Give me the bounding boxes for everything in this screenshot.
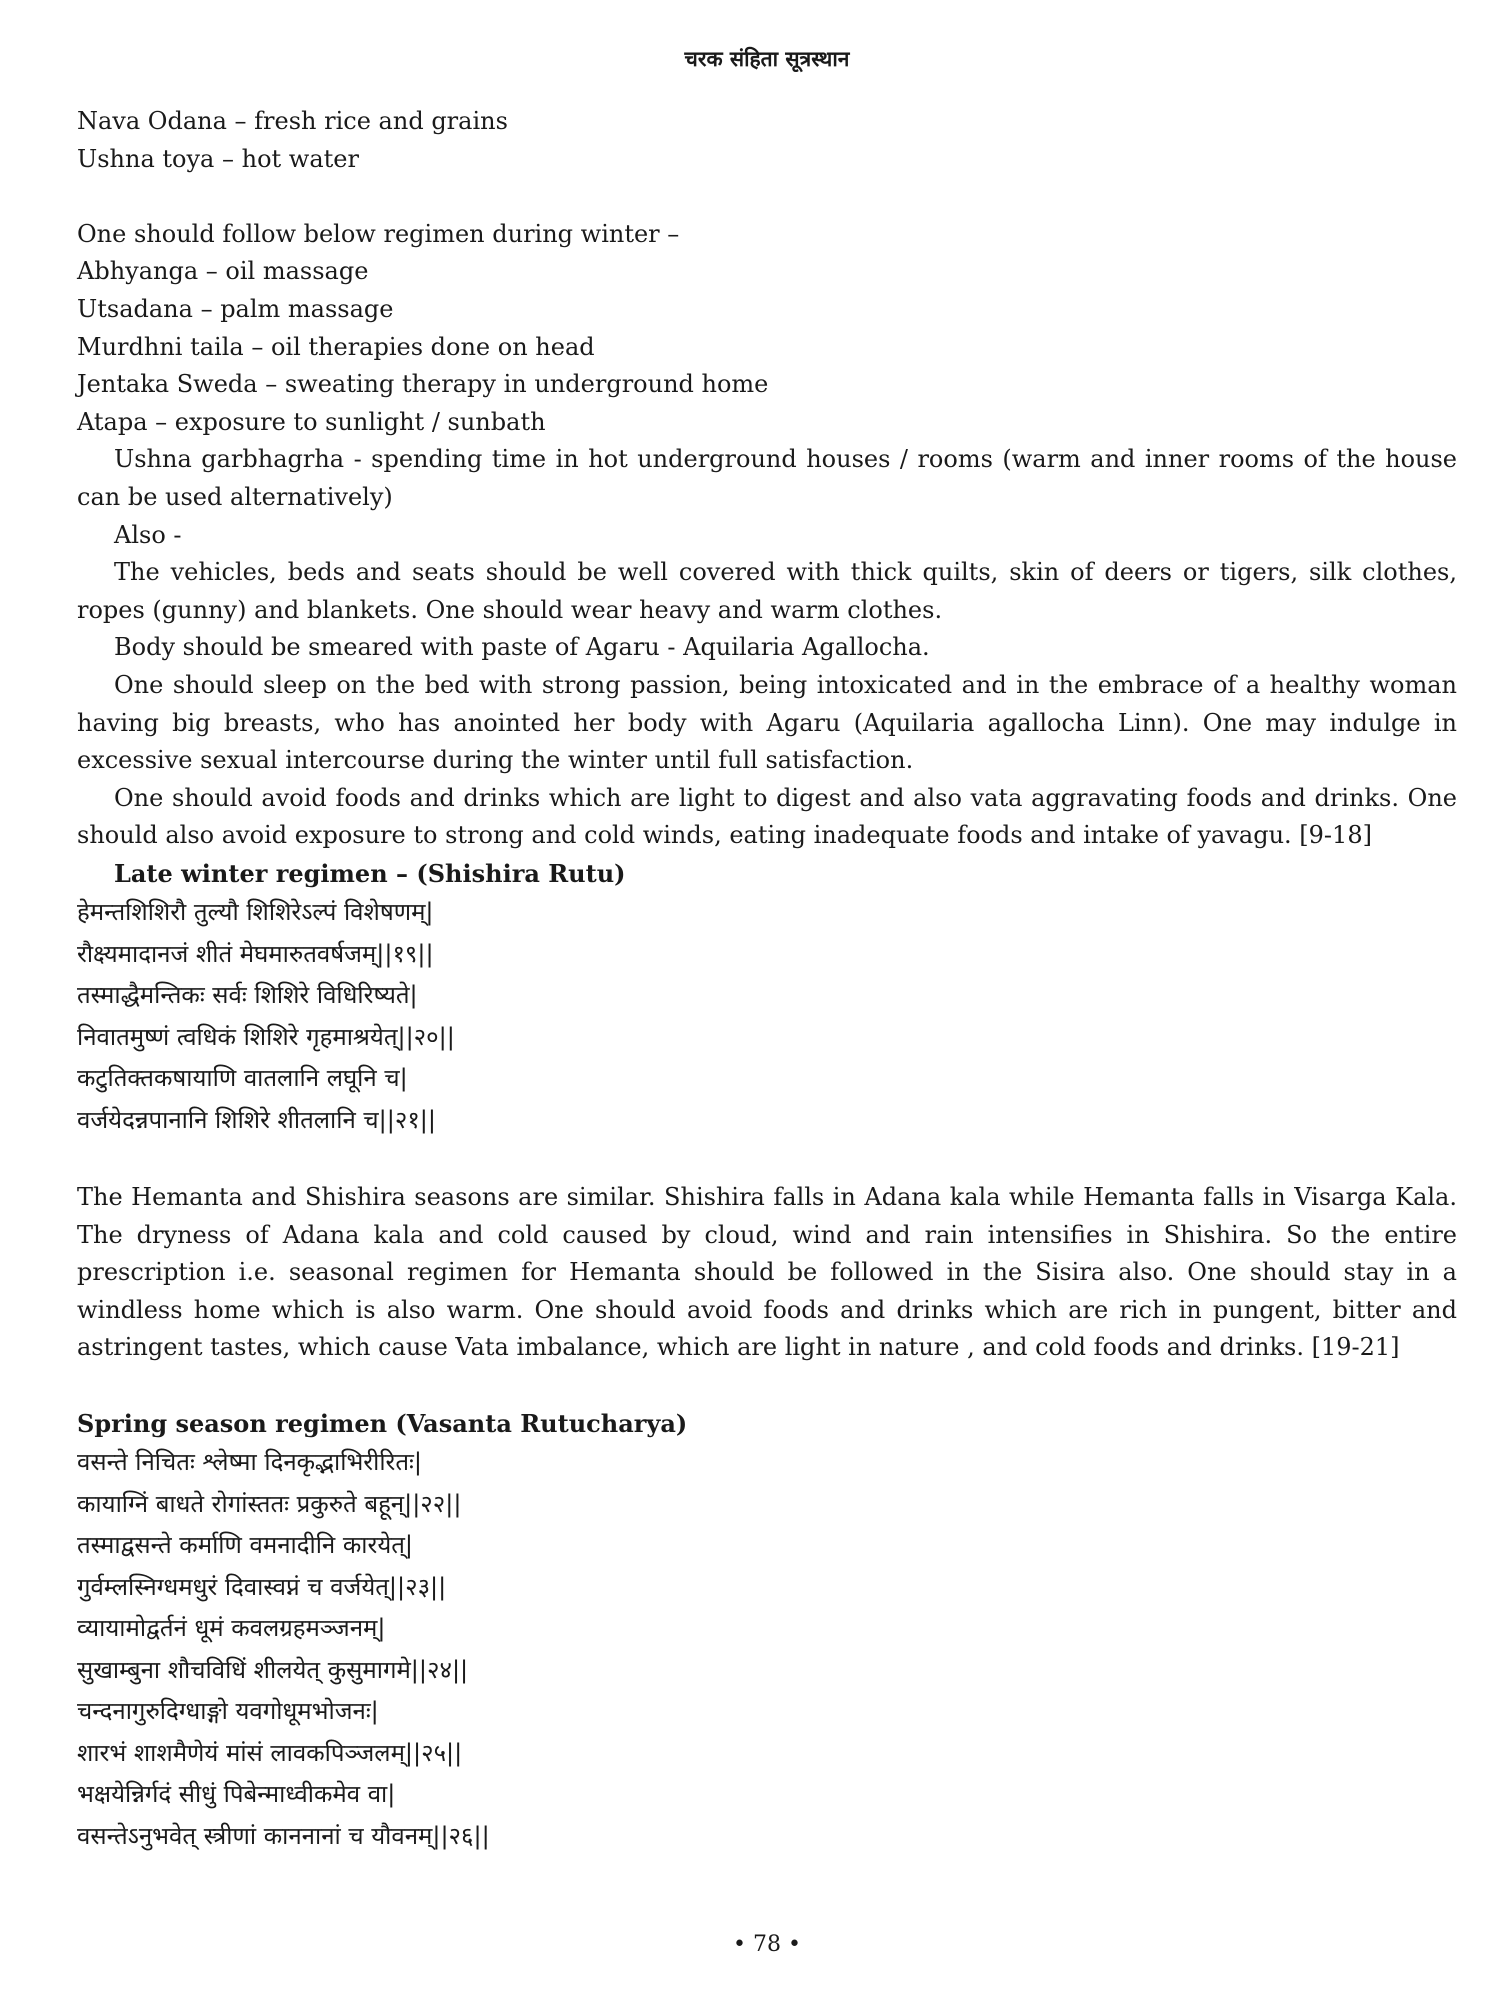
paragraph: Also - [114, 520, 182, 549]
late-winter-explanation: The Hemanta and Shishira seasons are similar. Shishira falls in Adana kala while Hemanta falls in Visarga Kala. The dryness of Adana kala and cold caused by cloud, wind and rain intensifies in Shishira. So the entire prescription i.e. seasonal regimen for Hemanta should be followed in the Sisira also. One should stay in a windless home which is also warm. One should avoid foods and drinks which are rich in pungent, bitter and astringent tastes, which cause Vata imbalance, which are light in nature , and cold foods and drinks. [19-21] [77, 1183, 1457, 1362]
verse-line: वसन्ते निचितः श्लेष्मा दिनकृद्भाभिरीरितः| [77, 1448, 422, 1477]
regimen-item: Atapa – exposure to sunlight / sunbath [77, 407, 546, 436]
paragraph: Body should be smeared with paste of Agaru - Aquilaria Agallocha. [114, 633, 930, 662]
section-heading-spring: Spring season regimen (Vasanta Rutucharya) [77, 1408, 688, 1438]
running-head: चरक संहिता सूत्रस्थान [684, 47, 850, 71]
regimen-item: Abhyanga – oil massage [77, 257, 369, 286]
verse-line: सुखाम्बुना शौचविधिं शीलयेत् कुसुमागमे||२४|| [77, 1655, 469, 1684]
paragraph: One should sleep on the bed with strong passion, being intoxicated and in the embrace of a healthy woman having big breasts, who has anointed her body with Agaru (Aquilaria agallocha Linn). One may indulge in excessive sexual intercourse during the winter until full satisfaction. [77, 670, 1457, 775]
verse-line: वर्जयेदन्नपानानि शिशिरे शीतलानि च||२१|| [77, 1105, 436, 1134]
spacer [77, 178, 1457, 216]
verse-line: निवातमुष्णं त्वधिकं शिशिरे गृहमाश्रयेत्||२०|| [77, 1022, 455, 1051]
verse-line: हेमन्तशिशिरौ तुल्यौ शिशिरेऽल्पं विशेषणम्| [77, 898, 434, 927]
regimen-item: Jentaka Sweda – sweating therapy in underground home [77, 370, 769, 399]
verse-line: कायाग्निं बाधते रोगांस्ततः प्रकुरुते बहून्||२२|| [77, 1489, 462, 1518]
spacer [77, 1141, 1457, 1179]
verse-line: गुर्वम्लस्निग्धमधुरं दिवास्वप्नं च वर्जयेत्||२३|| [77, 1572, 447, 1601]
verse-line: भक्षयेन्निर्गदं सीधुं पिबेन्माध्वीकमेव वा| [77, 1780, 396, 1809]
food-item: Ushna toya – hot water [77, 144, 359, 173]
page-number: • 78 • [733, 1932, 801, 1957]
regimen-item: Murdhni taila – oil therapies done on head [77, 332, 595, 361]
verse-line: तस्माद्वसन्ते कर्माणि वमनादीनि कारयेत्| [77, 1531, 414, 1560]
verse-line: रौक्ष्यमादानजं शीतं मेघमारुतवर्षजम्||१९|| [77, 939, 434, 968]
verse-line: व्यायामोद्वर्तनं धूमं कवलग्रहमञ्जनम्| [77, 1614, 386, 1643]
paragraph: The vehicles, beds and seats should be well covered with thick quilts, skin of deers or tigers, silk clothes, ropes (gunny) and blankets. One should wear heavy and warm clothes. [77, 558, 1457, 624]
spacer [77, 1367, 1457, 1405]
winter-regimen-intro: One should follow below regimen during winter – [77, 219, 680, 248]
verse-line: तस्माद्धैमन्तिकः सर्वः शिशिरे विधिरिष्यते| [77, 981, 418, 1010]
section-heading-late-winter: Late winter regimen – (Shishira Rutu) [114, 858, 626, 888]
verse-line: वसन्तेऽनुभवेत् स्त्रीणां काननानां च यौवनम्||२६|| [77, 1821, 490, 1850]
paragraph: Ushna garbhagrha - spending time in hot underground houses / rooms (warm and inner rooms of the house can be used alternatively) [77, 445, 1457, 511]
verse-line: शारभं शाशमैणेयं मांसं लावकपिञ्जलम्||२५|| [77, 1738, 463, 1767]
verse-line: कटुतिक्तकषायाणि वातलानि लघूनि च| [77, 1064, 408, 1093]
food-item: Nava Odana – fresh rice and grains [77, 107, 508, 135]
paragraph: One should avoid foods and drinks which are light to digest and also vata aggravating foods and drinks. One should also avoid exposure to strong and cold winds, eating inadequate foods and intake of yavagu. [9-18] [77, 783, 1457, 850]
body-text [77, 103, 1457, 1857]
verse-line: चन्दनागुरुदिग्धाङ्गो यवगोधूमभोजनः| [77, 1697, 379, 1726]
regimen-item: Utsadana – palm massage [77, 294, 394, 323]
